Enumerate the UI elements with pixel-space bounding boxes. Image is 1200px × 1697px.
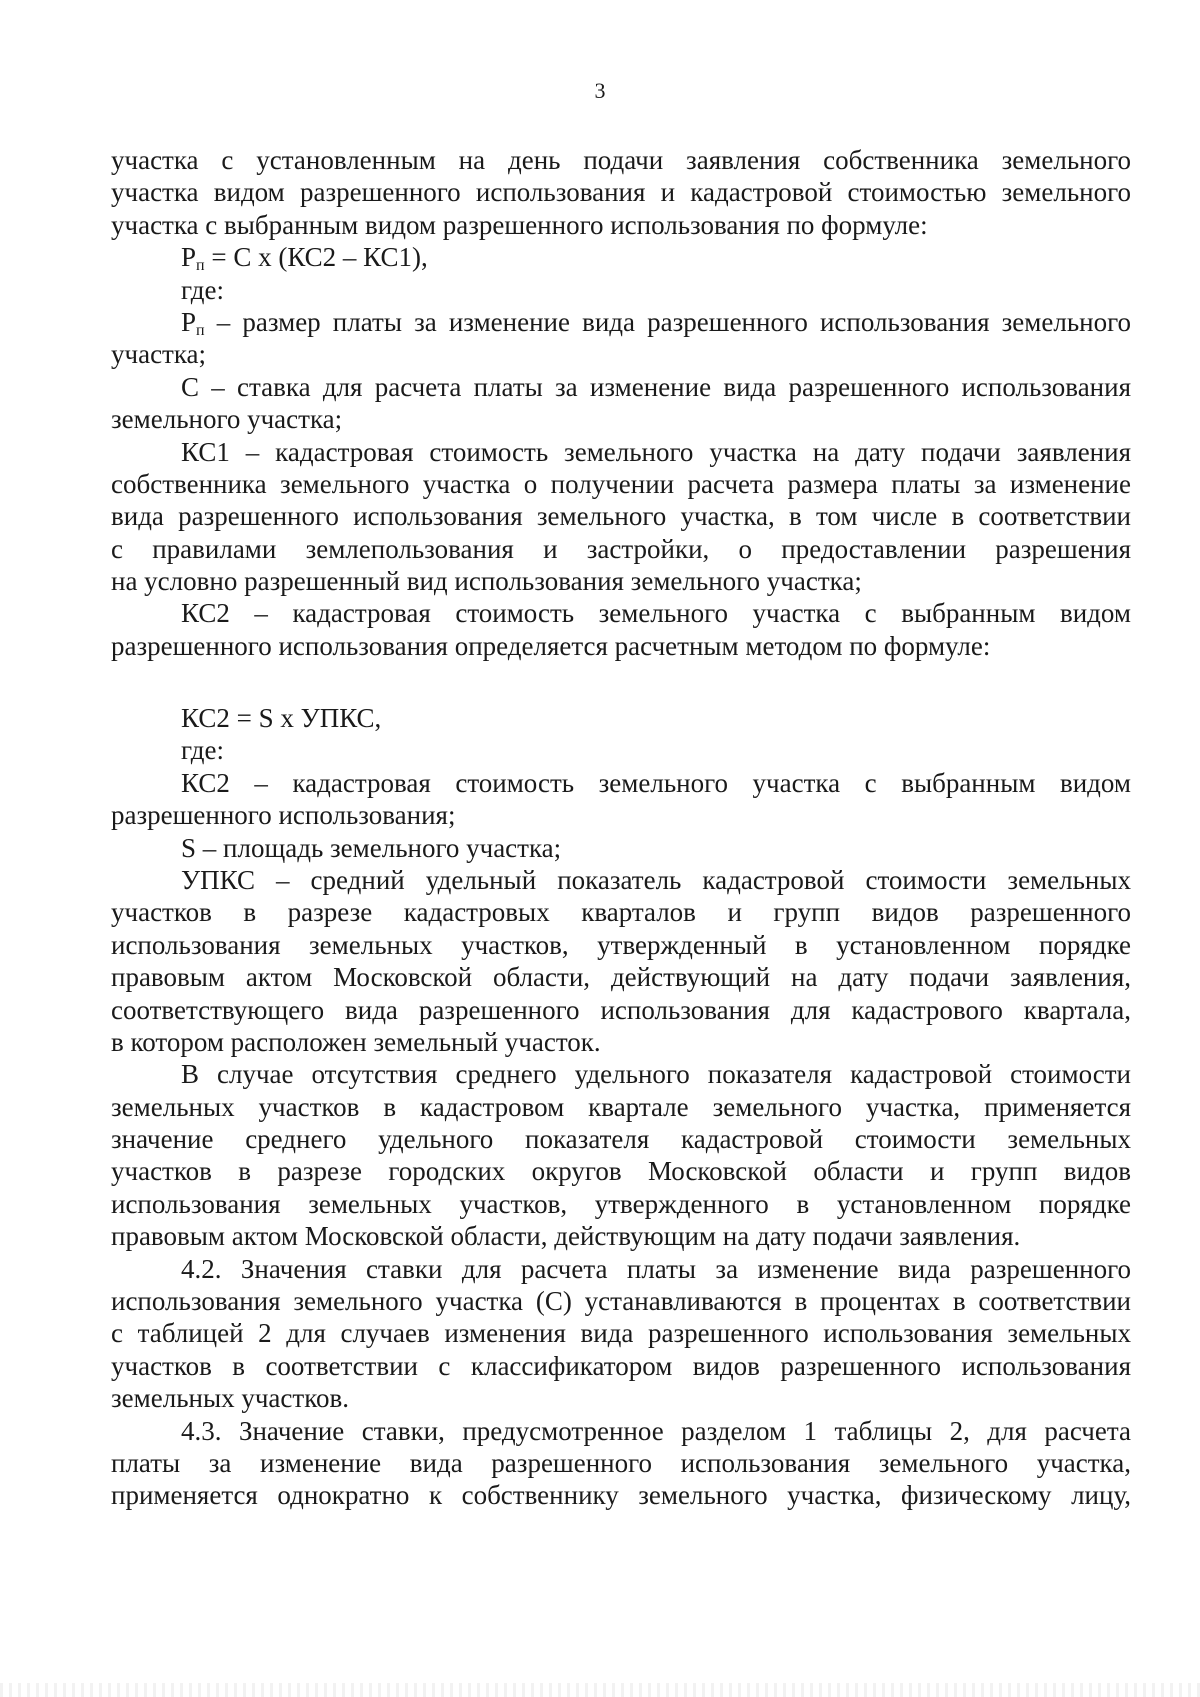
text-line: участка; [111,339,207,370]
text-line: разрешенного использования; [111,800,456,831]
text-line: УПКС – средний удельный показатель кадастровой стоимости земельных [181,864,1131,895]
text-line: значение среднего удельного показателя кадастровой стоимости земельных [111,1124,1131,1155]
text-line: участка с выбранным видом разрешенного использования по формуле: [111,209,928,240]
text-line: С – ставка для расчета платы за изменение вида разрешенного использования [181,371,1131,402]
text-line: использования земельных участков, утвержденный в установленном порядке [111,929,1131,960]
text-line: земельных участков в кадастровом квартале земельного участка, применяется [111,1091,1131,1122]
text-line: 4.3. Значение ставки, предусмотренное разделом 1 таблицы 2, для расчета [181,1415,1131,1446]
text-line: 4.2. Значения ставки для расчета платы за изменение вида разрешенного [181,1253,1131,1284]
text-line: КС2 – кадастровая стоимость земельного участка с выбранным видом [181,767,1131,798]
text-line: с правилами землепользования и застройки, о предоставлении разрешения [111,533,1131,564]
text-line: участков в разрезе городских округов Московской области и групп видов [111,1156,1131,1187]
text-line: КС1 – кадастровая стоимость земельного участка на дату подачи заявления [181,436,1131,467]
text-line: правовым актом Московской области, действующим на дату подачи заявления. [111,1221,1021,1252]
text-line: правовым актом Московской области, действующий на дату подачи заявления, [111,962,1131,993]
text-line: участка с установленным на день подачи заявления собственника земельного [111,145,1131,175]
page-number: 3 [594,78,606,103]
text-line: с таблицей 2 для случаев изменения вида разрешенного использования земельных [111,1318,1131,1349]
text-line: использования земельных участков, утвержденного в установленном порядке [111,1188,1131,1219]
text-line: где: [181,274,224,305]
text-line: участков в соответствии с классификатором видов разрешенного использования [111,1350,1131,1381]
text-line: вида разрешенного использования земельного участка, в том числе в соответствии [111,501,1131,532]
formula-rp: $Р_п = С$ х (КС2 – КС1), [181,242,428,275]
text-line: земельных участков. [111,1383,349,1414]
text-line: собственника земельного участка о получении расчета размера платы за изменение [111,468,1131,499]
text-line: в котором расположен земельный участок. [111,1026,601,1057]
text-line: земельного участка; [111,404,343,435]
text-line: на условно разрешенный вид использования земельного участка; [111,566,862,597]
definition-rp: $Р_п$ – размер платы за изменение вида разрешенного использования земельного [181,306,1131,339]
body-text-top [111,144,1131,662]
body-text-bottom [111,702,1131,1512]
text-line: КС2 – кадастровая стоимость земельного участка с выбранным видом [181,598,1131,629]
text-line: В случае отсутствия среднего удельного показателя кадастровой стоимости [181,1059,1131,1090]
text-line: разрешенного использования определяется расчетным методом по формуле: [111,630,991,661]
text-line: использования земельного участка (С) устанавливаются в процентах в соответствии [111,1286,1131,1317]
text-line: S – площадь земельного участка; [181,832,562,863]
text-line: участков в разрезе кадастровых кварталов и групп видов разрешенного [111,897,1131,928]
text-line: соответствующего вида разрешенного использования для кадастрового квартала, [111,994,1131,1025]
text-line: где: [181,735,224,766]
text-line: платы за изменение вида разрешенного использования земельного участка, [111,1447,1131,1478]
text-line: участка видом разрешенного использования и кадастровой стоимостью земельного [111,177,1131,208]
text-line: применяется однократно к собственнику земельного участка, физическому лицу, [111,1480,1131,1511]
formula-ks2: КС2 = S х УПКС, [181,703,382,733]
scan-edge-noise [0,1683,1200,1697]
